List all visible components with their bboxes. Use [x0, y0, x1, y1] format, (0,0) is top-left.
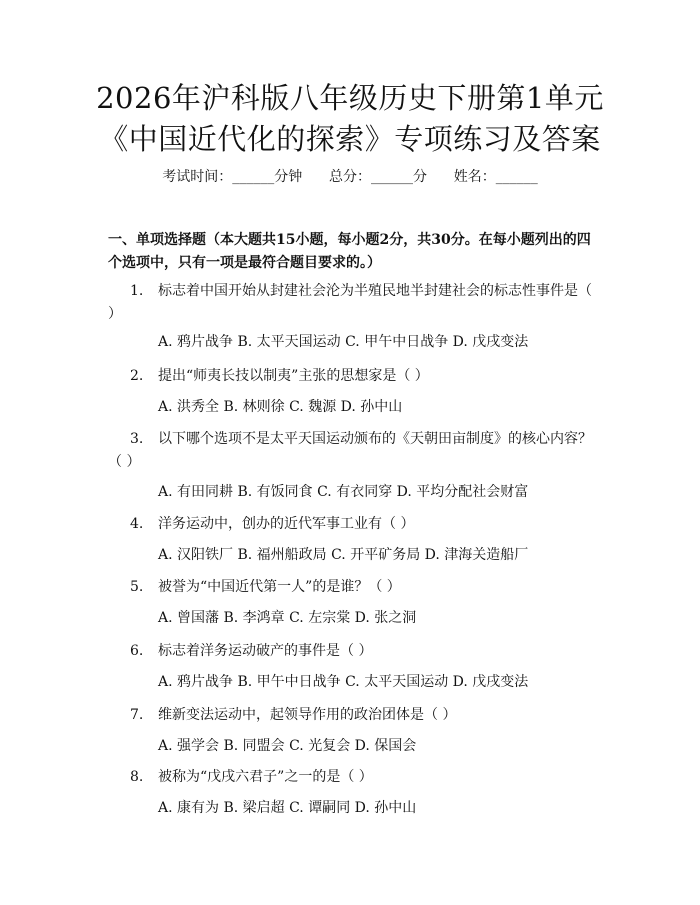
question-text: 标志着中国开始从封建社会沦为半殖民地半封建社会的标志性事件是（ ） — [108, 283, 592, 322]
question-4 — [108, 513, 598, 536]
exam-info-line: 考试时间：______分钟 总分：______分 姓名：______ — [162, 169, 538, 185]
question-number: 8. — [130, 769, 144, 785]
question-4-options: A. 汉阳铁厂 B. 福州船政局 C. 开平矿务局 D. 津海关造船厂 — [158, 547, 529, 563]
question-8 — [108, 766, 598, 789]
question-6-options: A. 鸦片战争 B. 甲午中日战争 C. 太平天国运动 D. 戊戌变法 — [158, 674, 529, 690]
question-number: 3. — [130, 431, 144, 447]
question-5 — [108, 576, 598, 599]
document-title: 2026年沪科版八年级历史下册第1单元《中国近代化的探索》专项练习及答案 — [96, 81, 604, 156]
question-text: 被称为“戊戌六君子”之一的是（ ） — [158, 769, 373, 785]
question-2 — [108, 365, 598, 388]
question-text: 维新变法运动中，起领导作用的政治团体是（ ） — [158, 707, 457, 723]
question-text: 洋务运动中，创办的近代军事工业有（ ） — [158, 516, 415, 532]
question-number: 6. — [130, 643, 144, 659]
question-2-options: A. 洪秀全 B. 林则徐 C. 魏源 D. 孙中山 — [158, 399, 403, 415]
question-3 — [108, 428, 598, 474]
section-heading: 一、单项选择题（本大题共15小题，每小题2分，共30分。在每小题列出的四个选项中，只有一项是最符合题目要求的。） — [108, 232, 591, 271]
question-text: 被誉为“中国近代第一人”的是谁？（ ） — [158, 579, 401, 595]
question-text: 以下哪个选项不是太平天国运动颁布的《天朝田亩制度》的核心内容？（ ） — [108, 431, 592, 470]
question-7-options: A. 强学会 B. 同盟会 C. 光复会 D. 保国会 — [158, 738, 417, 754]
question-number: 7. — [130, 707, 144, 723]
question-1-options: A. 鸦片战争 B. 太平天国运动 C. 甲午中日战争 D. 戊戌变法 — [158, 334, 529, 350]
question-7 — [108, 704, 598, 727]
question-number: 4. — [130, 516, 144, 532]
question-number: 2. — [130, 368, 144, 384]
question-text: 提出“师夷长技以制夷”主张的思想家是（ ） — [158, 368, 429, 384]
question-text: 标志着洋务运动破产的事件是（ ） — [158, 643, 373, 659]
question-3-options: A. 有田同耕 B. 有饭同食 C. 有衣同穿 D. 平均分配社会财富 — [158, 484, 529, 500]
question-6 — [108, 640, 598, 663]
question-number: 1. — [130, 283, 144, 299]
question-number: 5. — [130, 579, 144, 595]
question-5-options: A. 曾国藩 B. 李鸿章 C. 左宗棠 D. 张之洞 — [158, 610, 417, 626]
question-1 — [108, 280, 598, 326]
question-8-options: A. 康有为 B. 梁启超 C. 谭嗣同 D. 孙中山 — [158, 800, 417, 816]
